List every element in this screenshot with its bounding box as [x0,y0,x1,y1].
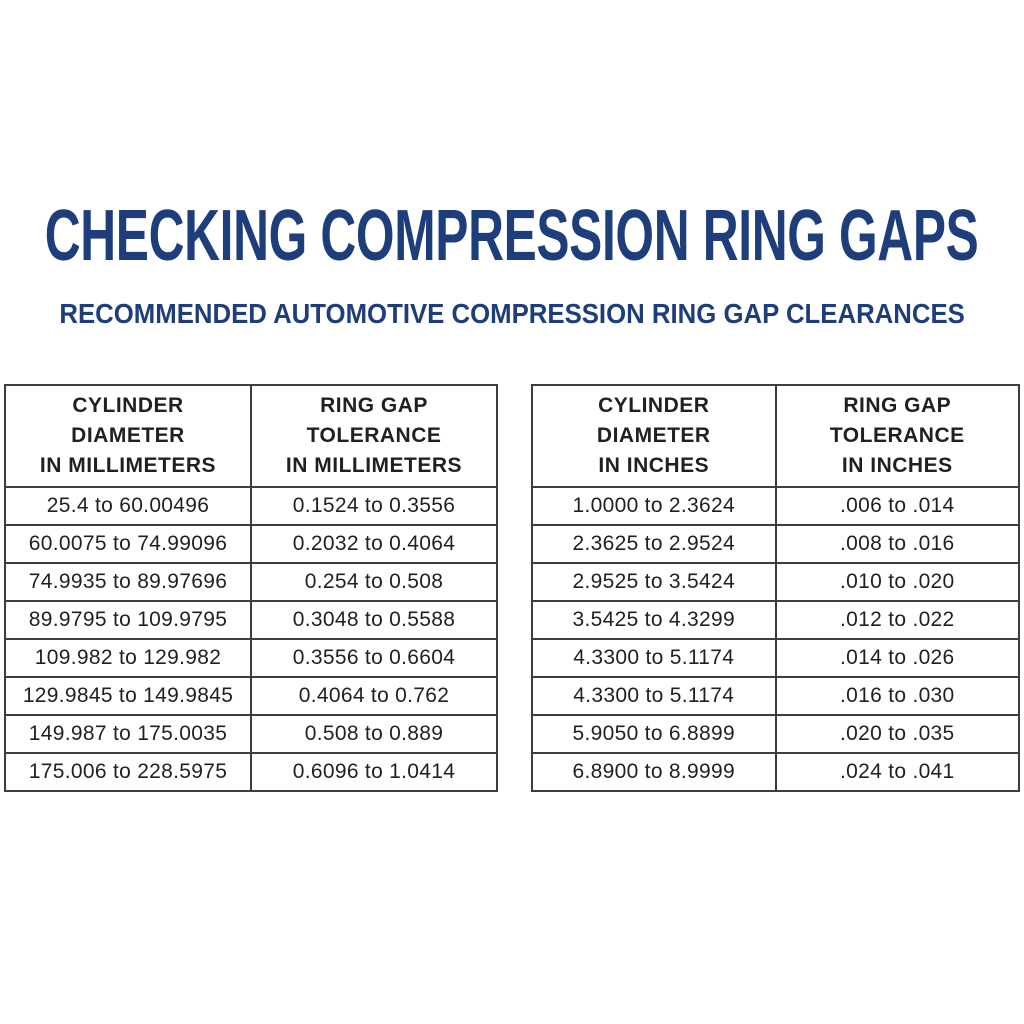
diameter-cell: 25.4 to 60.00496 [5,487,251,525]
table-row [5,601,497,639]
diameter-cell: 74.9935 to 89.97696 [5,563,251,601]
diameter-cell: 6.8900 to 8.9999 [532,753,776,791]
tolerance-cell: 0.4064 to 0.762 [251,677,497,715]
diameter-cell: 4.3300 to 5.1174 [532,639,776,677]
diameter-cell: 5.9050 to 6.8899 [532,715,776,753]
table-row [5,677,497,715]
header-line: DIAMETER [71,424,185,447]
table-row [5,639,497,677]
table-row [532,715,1019,753]
header-line: TOLERANCE [829,424,965,447]
header-line: DIAMETER [596,424,711,447]
table-row [5,753,497,791]
diameter-cell: 2.9525 to 3.5424 [532,563,776,601]
tolerance-cell: .006 to .014 [776,487,1020,525]
metric-table [4,384,498,792]
header-line: IN INCHES [598,454,710,477]
diameter-cell: 149.987 to 175.0035 [5,715,251,753]
table-row [5,563,497,601]
diameter-cell: 129.9845 to 149.9845 [5,677,251,715]
inch-table-header-row [532,385,1019,487]
table-row [532,639,1019,677]
diameter-cell: 175.006 to 228.5975 [5,753,251,791]
diameter-cell: 3.5425 to 4.3299 [532,601,776,639]
page-subtitle-text: RECOMMENDED AUTOMOTIVE COMPRESSION RING GAP CLEARANCES [59,298,965,329]
page-subtitle [0,297,1024,331]
diameter-cell: 1.0000 to 2.3624 [532,487,776,525]
tolerance-cell: 0.1524 to 0.3556 [251,487,497,525]
page-title [0,196,1024,276]
table-row [532,753,1019,791]
inch-table [531,384,1020,792]
inch-tolerance-header [776,385,1020,487]
table-row [5,715,497,753]
tolerance-cell: 0.3048 to 0.5588 [251,601,497,639]
tolerance-cell: 0.508 to 0.889 [251,715,497,753]
diameter-cell: 2.3625 to 2.9524 [532,525,776,563]
header-line: TOLERANCE [306,424,442,447]
metric-table-header-row [5,385,497,487]
tolerance-cell: .008 to .016 [776,525,1020,563]
tolerance-cell: 0.6096 to 1.0414 [251,753,497,791]
diameter-cell: 109.982 to 129.982 [5,639,251,677]
table-row [532,601,1019,639]
tolerance-cell: 0.2032 to 0.4064 [251,525,497,563]
tolerance-cell: .024 to .041 [776,753,1020,791]
diameter-cell: 4.3300 to 5.1174 [532,677,776,715]
metric-diameter-header [5,385,251,487]
tolerance-cell: .010 to .020 [776,563,1020,601]
table-row [532,525,1019,563]
inch-diameter-header [532,385,776,487]
tolerance-cell: .020 to .035 [776,715,1020,753]
header-line: CYLINDER [72,394,184,417]
header-line: IN MILLIMETERS [39,454,217,477]
table-row [532,677,1019,715]
header-line: CYLINDER [598,394,710,417]
tolerance-cell: .016 to .030 [776,677,1020,715]
diameter-cell: 89.9795 to 109.9795 [5,601,251,639]
header-line: IN MILLIMETERS [285,454,463,477]
header-line: RING GAP [320,394,428,417]
page-title-text: CHECKING COMPRESSION RING GAPS [45,196,979,276]
header-line: RING GAP [843,394,952,417]
table-row [532,487,1019,525]
table-row [5,487,497,525]
tolerance-cell: 0.3556 to 0.6604 [251,639,497,677]
metric-tolerance-header [251,385,497,487]
header-line: IN INCHES [841,454,953,477]
table-row [532,563,1019,601]
table-row [5,525,497,563]
tolerance-cell: .014 to .026 [776,639,1020,677]
tolerance-cell: .012 to .022 [776,601,1020,639]
tolerance-cell: 0.254 to 0.508 [251,563,497,601]
diameter-cell: 60.0075 to 74.99096 [5,525,251,563]
